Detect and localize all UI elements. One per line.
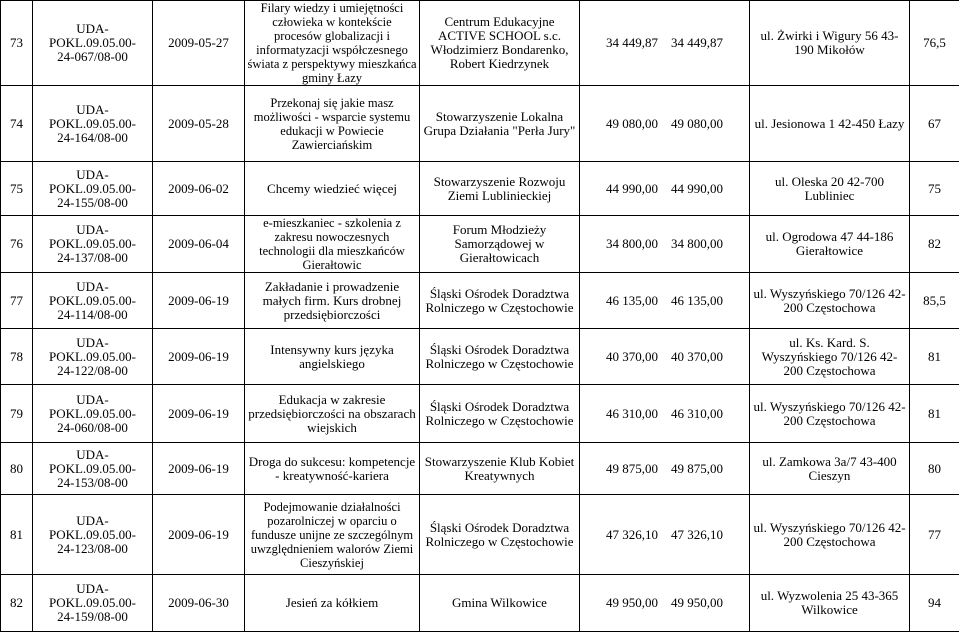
address: ul. Oleska 20 42-700 Lubliniec <box>750 162 910 216</box>
address: ul. Zamkowa 3a/7 43-400 Cieszyn <box>750 443 910 495</box>
address: ul. Wyszyńskiego 70/126 42-200 Częstochowa <box>750 273 910 329</box>
project-title: e-mieszkaniec - szkolenia z zakresu nowoczesnych technologii dla mieszkańców Gierałtowic <box>245 216 420 273</box>
table-row <box>1 86 959 162</box>
project-id: UDA-POKL.09.05.00-24-067/08-00 <box>33 1 153 86</box>
table-row <box>1 329 959 385</box>
table-row <box>1 385 959 443</box>
score: 81 <box>910 385 959 443</box>
project-title: Filary wiedzy i umiejętności człowieka w kontekście procesów globalizacji i informatyzacji współczesnego świata z perspektywy mieszkańca gminy Łazy <box>245 1 420 86</box>
project-date: 2009-05-27 <box>153 1 245 86</box>
amount-requested: 46 135,00 <box>606 293 658 308</box>
project-id: UDA-POKL.09.05.00-24-159/08-00 <box>33 575 153 632</box>
project-title: Droga do sukcesu: kompetencje - kreatywność-kariera <box>245 443 420 495</box>
amount-granted: 49 875,00 <box>671 461 723 476</box>
score: 94 <box>910 575 959 632</box>
address: ul. Wyszyńskiego 70/126 42-200 Częstochowa <box>750 385 910 443</box>
table-body <box>1 1 959 632</box>
project-id: UDA-POKL.09.05.00-24-153/08-00 <box>33 443 153 495</box>
project-date: 2009-05-28 <box>153 86 245 162</box>
amount-granted: 44 990,00 <box>671 181 723 196</box>
amount-granted: 46 135,00 <box>671 293 723 308</box>
beneficiary: Forum Młodzieży Samorządowej w Gierałtowicach <box>420 216 580 273</box>
project-date: 2009-06-02 <box>153 162 245 216</box>
score: 81 <box>910 329 959 385</box>
beneficiary: Stowarzyszenie Lokalna Grupa Działania "Perła Jury" <box>420 86 580 162</box>
row-number: 73 <box>1 1 33 86</box>
beneficiary: Śląski Ośrodek Doradztwa Rolniczego w Częstochowie <box>420 273 580 329</box>
amount-cell <box>580 86 750 162</box>
address: ul. Wyszyńskiego 70/126 42-200 Częstochowa <box>750 495 910 575</box>
row-number: 78 <box>1 329 33 385</box>
score: 85,5 <box>910 273 959 329</box>
amount-granted: 34 800,00 <box>671 236 723 251</box>
project-title: Intensywny kurs języka angielskiego <box>245 329 420 385</box>
project-date: 2009-06-19 <box>153 329 245 385</box>
beneficiary: Gmina Wilkowice <box>420 575 580 632</box>
score: 75 <box>910 162 959 216</box>
amount-cell <box>580 575 750 632</box>
beneficiary: Śląski Ośrodek Doradztwa Rolniczego w Częstochowie <box>420 329 580 385</box>
project-id: UDA-POKL.09.05.00-24-137/08-00 <box>33 216 153 273</box>
amount-granted: 34 449,87 <box>671 35 723 50</box>
beneficiary: Stowarzyszenie Rozwoju Ziemi Lublinieckiej <box>420 162 580 216</box>
score: 82 <box>910 216 959 273</box>
amount-requested: 49 875,00 <box>606 461 658 476</box>
row-number: 76 <box>1 216 33 273</box>
amount-requested: 47 326,10 <box>606 527 658 542</box>
score: 80 <box>910 443 959 495</box>
table-row <box>1 575 959 632</box>
amount-requested: 34 449,87 <box>606 35 658 50</box>
address: ul. Wyzwolenia 25 43-365 Wilkowice <box>750 575 910 632</box>
row-number: 77 <box>1 273 33 329</box>
address: ul. Żwirki i Wigury 56 43-190 Mikołów <box>750 1 910 86</box>
score: 77 <box>910 495 959 575</box>
amount-cell <box>580 273 750 329</box>
table-row <box>1 216 959 273</box>
project-title: Zakładanie i prowadzenie małych firm. Kurs drobnej przedsiębiorczości <box>245 273 420 329</box>
score: 67 <box>910 86 959 162</box>
project-date: 2009-06-19 <box>153 273 245 329</box>
row-number: 79 <box>1 385 33 443</box>
amount-requested: 44 990,00 <box>606 181 658 196</box>
amount-cell <box>580 162 750 216</box>
project-id: UDA-POKL.09.05.00-24-060/08-00 <box>33 385 153 443</box>
project-date: 2009-06-30 <box>153 575 245 632</box>
project-title: Przekonaj się jakie masz możliwości - wsparcie systemu edukacji w Powiecie Zawierciańskim <box>245 86 420 162</box>
project-title: Chcemy wiedzieć więcej <box>245 162 420 216</box>
project-date: 2009-06-04 <box>153 216 245 273</box>
amount-cell <box>580 1 750 86</box>
table-row <box>1 495 959 575</box>
row-number: 74 <box>1 86 33 162</box>
amount-cell <box>580 495 750 575</box>
amount-requested: 46 310,00 <box>606 406 658 421</box>
amount-granted: 49 950,00 <box>671 595 723 610</box>
address: ul. Ogrodowa 47 44-186 Gierałtowice <box>750 216 910 273</box>
beneficiary: Śląski Ośrodek Doradztwa Rolniczego w Częstochowie <box>420 385 580 443</box>
address: ul. Jesionowa 1 42-450 Łazy <box>750 86 910 162</box>
table-row <box>1 1 959 86</box>
amount-granted: 40 370,00 <box>671 349 723 364</box>
project-title: Jesień za kółkiem <box>245 575 420 632</box>
amount-cell <box>580 385 750 443</box>
project-title: Podejmowanie działalności pozarolniczej w oparciu o fundusze unijne ze szczególnym uwzględnieniem walorów Ziemi Cieszyńskiej <box>245 495 420 575</box>
project-date: 2009-06-19 <box>153 385 245 443</box>
row-number: 81 <box>1 495 33 575</box>
project-id: UDA-POKL.09.05.00-24-155/08-00 <box>33 162 153 216</box>
amount-cell <box>580 216 750 273</box>
amount-granted: 47 326,10 <box>671 527 723 542</box>
table-row <box>1 273 959 329</box>
row-number: 82 <box>1 575 33 632</box>
amount-granted: 46 310,00 <box>671 406 723 421</box>
amount-cell <box>580 329 750 385</box>
amount-requested: 40 370,00 <box>606 349 658 364</box>
project-id: UDA-POKL.09.05.00-24-114/08-00 <box>33 273 153 329</box>
table-row <box>1 162 959 216</box>
score: 76,5 <box>910 1 959 86</box>
beneficiary: Śląski Ośrodek Doradztwa Rolniczego w Częstochowie <box>420 495 580 575</box>
amount-requested: 49 950,00 <box>606 595 658 610</box>
table-row <box>1 443 959 495</box>
project-id: UDA-POKL.09.05.00-24-164/08-00 <box>33 86 153 162</box>
beneficiary: Centrum Edukacyjne ACTIVE SCHOOL s.c. Włodzimierz Bondarenko, Robert Kiedrzynek <box>420 1 580 86</box>
project-date: 2009-06-19 <box>153 495 245 575</box>
row-number: 80 <box>1 443 33 495</box>
project-date: 2009-06-19 <box>153 443 245 495</box>
address: ul. Ks. Kard. S. Wyszyńskiego 70/126 42-200 Częstochowa <box>750 329 910 385</box>
project-title: Edukacja w zakresie przedsiębiorczości na obszarach wiejskich <box>245 385 420 443</box>
row-number: 75 <box>1 162 33 216</box>
amount-requested: 34 800,00 <box>606 236 658 251</box>
amount-granted: 49 080,00 <box>671 116 723 131</box>
project-id: UDA-POKL.09.05.00-24-122/08-00 <box>33 329 153 385</box>
amount-cell <box>580 443 750 495</box>
amount-requested: 49 080,00 <box>606 116 658 131</box>
beneficiary: Stowarzyszenie Klub Kobiet Kreatywnych <box>420 443 580 495</box>
project-id: UDA-POKL.09.05.00-24-123/08-00 <box>33 495 153 575</box>
